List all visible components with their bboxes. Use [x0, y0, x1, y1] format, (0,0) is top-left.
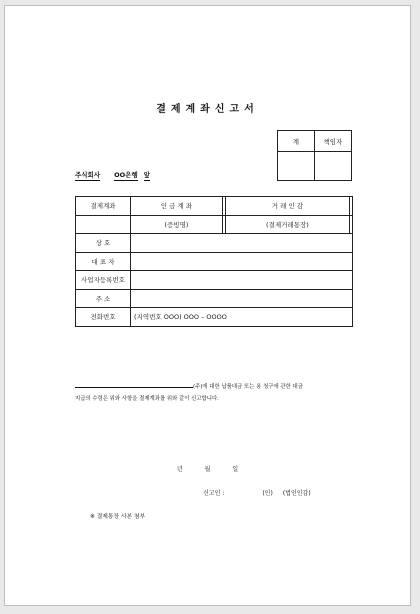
phone-value[interactable]: (지역번호 OOO) OOO – OOOO: [131, 308, 353, 327]
declaration-blank[interactable]: [75, 380, 193, 388]
declarant-line: [203, 488, 311, 497]
declarant-corp-seal: (법인인감): [282, 490, 311, 497]
representative-value[interactable]: [131, 252, 353, 271]
declaration-text: [75, 380, 360, 405]
approval-col-manager: 책임자: [314, 131, 351, 152]
passbook-label: (결제거래통장): [225, 215, 349, 234]
declaration-paren: (주): [193, 384, 203, 390]
approval-sign-staff: [278, 152, 315, 181]
date-year: 년: [176, 466, 183, 473]
company-name-value[interactable]: [131, 234, 353, 253]
address-label: 주 소: [76, 289, 131, 308]
business-number-value[interactable]: [131, 271, 353, 290]
account-label: 결제계좌: [76, 197, 131, 216]
company-name-label: 상 호: [76, 234, 131, 253]
business-number-label: 사업자등록번호: [76, 271, 131, 290]
document-title: 결제계좌신고서: [156, 104, 259, 115]
date-month: 월: [204, 466, 211, 473]
approval-sign-manager: [314, 152, 351, 181]
date-line: [5, 464, 410, 473]
proof-name-label: (증빙명): [131, 215, 223, 234]
representative-label: 대 표 자: [76, 252, 131, 271]
phone-label: 전화번호: [76, 308, 131, 327]
seal-header: 거 래 인 감: [225, 197, 349, 216]
account-form-table: [75, 196, 353, 327]
address-value[interactable]: [131, 289, 353, 308]
declaration-line2: 지급의 수령은 위와 사항을 결제계좌를 위와 같이 신고합니다.: [75, 396, 219, 402]
document-page: [4, 5, 411, 606]
declarant-seal: (인): [262, 490, 273, 497]
recipient-suffix: 앞: [143, 171, 151, 179]
deposit-account-header: 인 금 계 좌: [131, 197, 223, 216]
attachment-note: ※ 결제통장 사본 첨부: [90, 514, 146, 520]
recipient-line: [75, 170, 150, 179]
approval-box: [277, 130, 352, 181]
passbook-value[interactable]: [350, 215, 353, 234]
recipient-company: 주식회사: [75, 171, 101, 179]
date-day: 일: [232, 466, 239, 473]
approval-col-staff: 계: [278, 131, 315, 152]
declaration-line1: 에 대한 납품대금 또는 용 청구에 관한 대금: [202, 384, 303, 390]
declarant-label: 신고인 :: [203, 490, 225, 497]
seal-value[interactable]: [350, 197, 353, 216]
account-label-blank: [76, 215, 131, 234]
recipient-bank: OO은행: [114, 171, 138, 179]
